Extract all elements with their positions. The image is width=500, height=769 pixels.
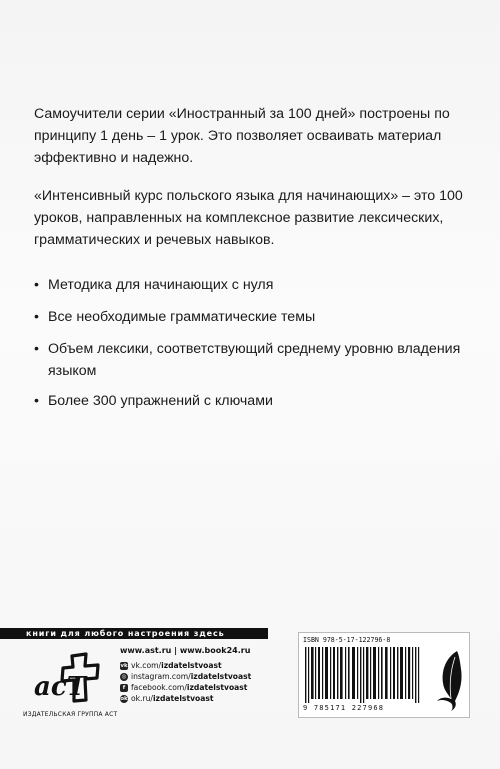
barcode-digits: 9 785171 227968 [303, 704, 385, 712]
social-link-odnoklassniki[interactable]: ok ok.ru/ izdatelstvoast [120, 694, 214, 703]
feature-item: • Более 300 упражнений с ключами [34, 390, 474, 412]
feature-item: • Объем лексики, соответствующий среднему уровню владения языком [34, 338, 474, 382]
feature-item: • Методика для начинающих с нуля [34, 274, 474, 296]
social-link-vk[interactable]: vk vk.com/ izdatelstvoast [120, 661, 222, 670]
isbn-barcode-box [298, 632, 470, 718]
publisher-logo-text: acT [34, 672, 87, 702]
publisher-name: ИЗДАТЕЛЬСКАЯ ГРУППА АСТ [23, 711, 118, 718]
social-link-facebook[interactable]: f facebook.com/ izdatelstvoast [120, 682, 295, 693]
feature-list [34, 274, 474, 412]
isbn-label: ISBN 978-5-17-122796-8 [303, 636, 391, 644]
description-paragraph-2: «Интенсивный курс польского языка для начинающих» – это 100 уроков, направленных на комплексное развитие лексических, грамматических и речевых навыков. [34, 188, 463, 248]
instagram-icon: ◎ [121, 673, 127, 680]
vk-icon: vk [120, 662, 128, 669]
quill-feather-icon [427, 647, 467, 713]
website-links[interactable]: www.ast.ru | www.book24.ru [120, 646, 251, 655]
barcode-icon [303, 647, 423, 703]
publisher-links [120, 646, 295, 704]
slogan-banner: книги для любого настроения здесь [0, 628, 268, 639]
description-paragraph-1: Самоучители серии «Иностранный за 100 дней» построены по принципу 1 день – 1 урок. Это позволяет осваивать материал эффективно и надежно. [34, 106, 450, 166]
publisher-logo [28, 650, 108, 706]
facebook-icon: f [120, 684, 128, 692]
odnoklassniki-icon: ok [120, 695, 128, 702]
social-link-instagram[interactable]: ◎ instagram.com/ izdatelstvoast [121, 672, 252, 681]
feature-item: • Все необходимые грамматические темы [34, 306, 474, 328]
